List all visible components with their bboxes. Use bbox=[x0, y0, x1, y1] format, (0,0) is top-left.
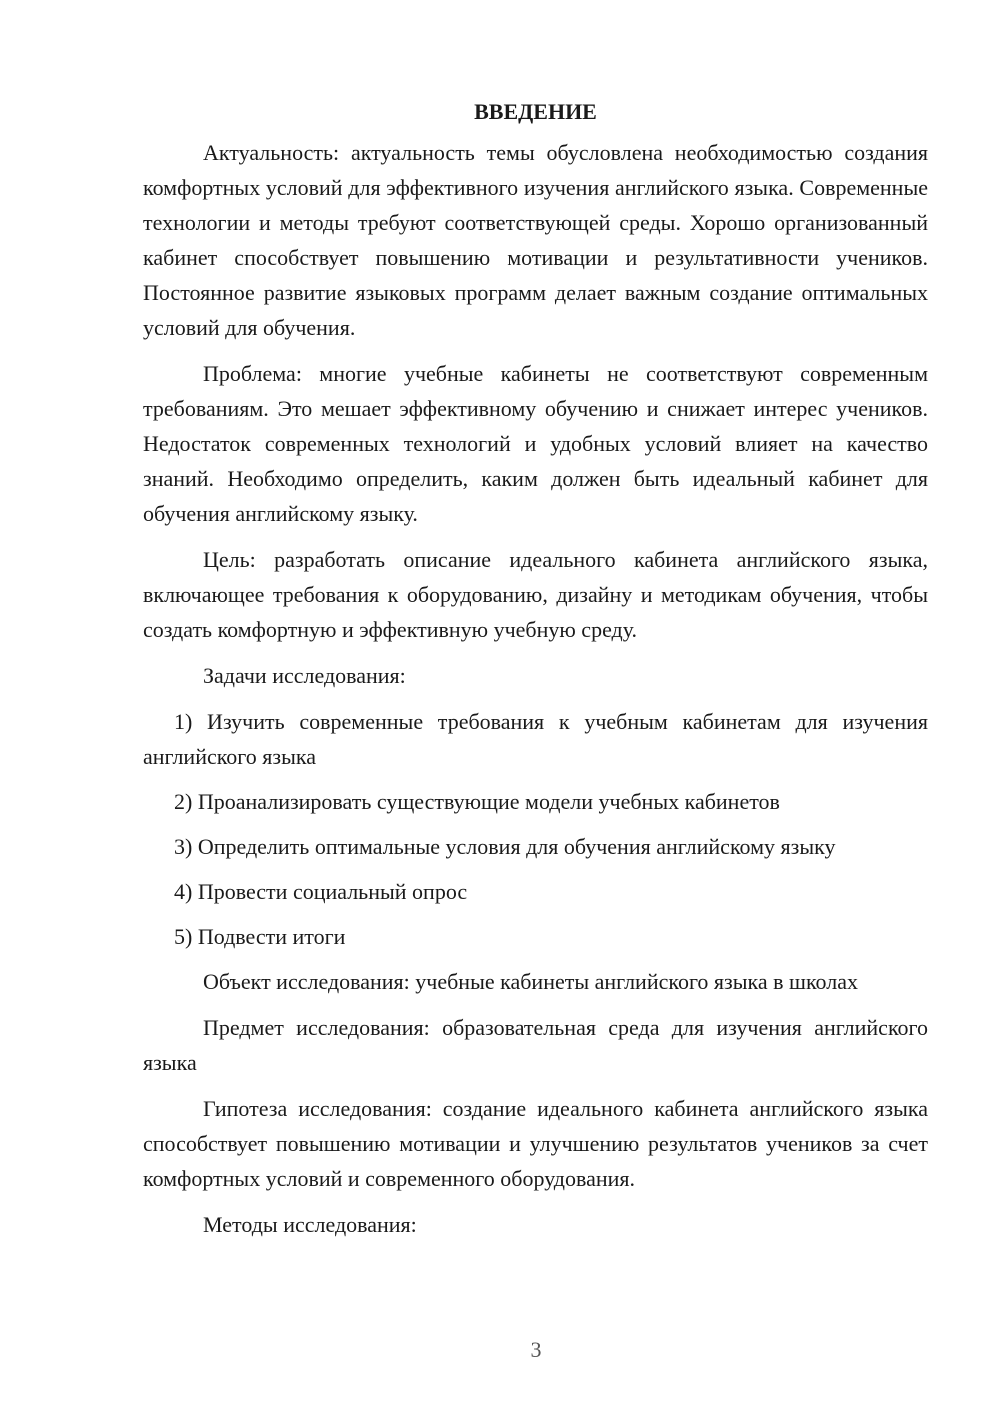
list-item: 5) Подвести итоги bbox=[174, 924, 346, 949]
paragraph-hypothesis: Гипотеза исследования: создание идеального кабинета английского языка способствует повышению мотивации и улучшению результатов учеников за счет комфортных условий и современного оборудования. bbox=[143, 1096, 928, 1191]
paragraph-goal: Цель: разработать описание идеального кабинета английского языка, включающее требования к оборудованию, дизайну и методикам обучения, чтобы создать комфортную и эффективную учебную среду. bbox=[143, 547, 928, 642]
page-number: 3 bbox=[530, 1337, 542, 1362]
paragraph-methods: Методы исследования: bbox=[203, 1212, 417, 1237]
tasks-heading: Задачи исследования: bbox=[203, 663, 406, 688]
paragraph-problem: Проблема: многие учебные кабинеты не соответствуют современным требованиям. Это мешает эффективному обучению и снижает интерес учеников. Недостаток современных технологий и удобных условий влияет на качество знаний. Необходимо определить, каким должен быть идеальный кабинет для обучения английскому языку. bbox=[143, 361, 928, 526]
page-body bbox=[143, 94, 928, 1253]
paragraph-relevance: Актуальность: актуальность темы обусловлена необходимостью создания комфортных условий для эффективного изучения английского языка. Современные технологии и методы требуют соответствующей среды. Хорошо организованный кабинет способствует повышению мотивации и результативности учеников. Постоянное развитие языковых программ делает важным создание оптимальных условий для обучения. bbox=[143, 140, 928, 340]
list-item: 1) Изучить современные требования к учебным кабинетам для изучения английского языка bbox=[143, 709, 928, 769]
tasks-list bbox=[143, 704, 928, 954]
list-item: 4) Провести социальный опрос bbox=[174, 879, 468, 904]
list-item: 3) Определить оптимальные условия для обучения английскому языку bbox=[174, 834, 836, 859]
paragraph-subject: Предмет исследования: образовательная среда для изучения английского языка bbox=[143, 1015, 928, 1075]
list-item: 2) Проанализировать существующие модели учебных кабинетов bbox=[174, 789, 780, 814]
paragraph-object: Объект исследования: учебные кабинеты английского языка в школах bbox=[203, 969, 858, 994]
page-title: ВВЕДЕНИЕ bbox=[474, 99, 597, 124]
